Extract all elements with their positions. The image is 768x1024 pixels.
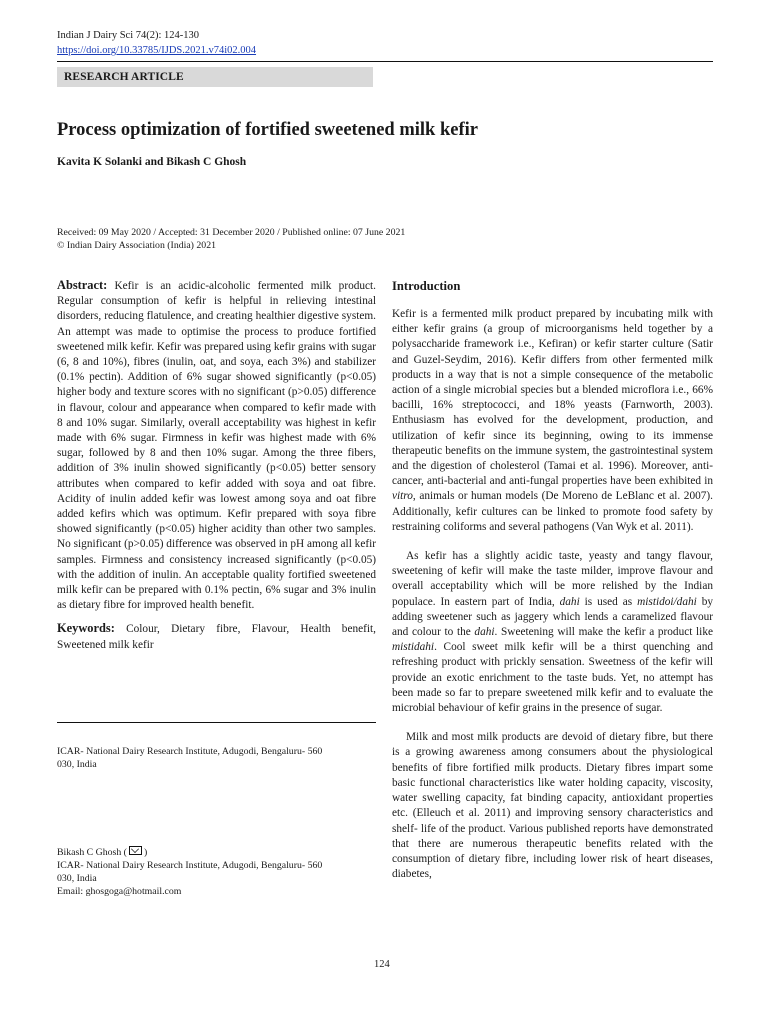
paper-title: Process optimization of fortified sweetened milk kefir — [57, 120, 478, 140]
text-run: is used as — [579, 595, 638, 608]
header-rule — [57, 61, 713, 62]
keywords — [57, 621, 376, 652]
keywords-text: Colour, Dietary fibre, Flavour, Health benefit, Sweetened milk kefir — [57, 623, 376, 651]
text-run: , animals or human models (De Moreno de LeBlanc et al. 2007). Additionally, kefir cultures can be linked to promote food safety by restraining coliforms and several pathogens (Van Wyk et al. 2011). — [392, 490, 713, 533]
copyright-line: © Indian Dairy Association (India) 2021 — [57, 240, 216, 251]
affiliation-line: ICAR- National Dairy Research Institute, Adugodi, Bengaluru- 560 — [57, 746, 323, 757]
abstract-text: Kefir is an acidic-alcoholic fermented milk product. Regular consumption of kefir is helpful in relieving intestinal disorders, reducing flatulence, and creating healthier digestive system. An attempt was made to optimise the process to produce fortified sweetened milk kefir. Kefir was prepared using kefir grains with sugar (6, 8 and 10%), fibres (inulin, oat, and soya, each 3%) and stabilizer (0.1% pectin). Addition of 6% sugar showed significantly (p<0.05) higher body and texture scores with no significant (p>0.05) difference in flavour, colour and appearance when compared to kefir made with 8 and 10% sugar. Similarly, overall acceptability was highest in kefir made with 6% sugar. Firmness in kefir was highest made with 6% sugar, followed by 8 and then 10% sugar. Among the three fibers, addition of 3% inulin showed significantly (p<0.05) better sensory attributes when compared to kefir added with soya and oat fibre. Acidity of inulin added kefir was lowest among soya and oat fibre added kefirs which was optimum. Kefir prepared with soya fibre showed significantly (p<0.05) higher acidity than other two samples. No significant (p>0.05) difference was observed in pH among all kefir samples. Firmness and consistency increased significantly (p<0.05) with the addition of inulin. An acceptable quality fortified sweetened milk kefir can be prepared with 0.1% pectin, 6% sugar and 3% inulin as dietary fibre for improved health benefit. — [57, 280, 377, 612]
text-run: . Cool sweet milk kefir will be a thirst quenching and refreshing product with prickly sensation. Sweetness of the kefir will provide an exotic enrichment to the taste buds. Yet, no attempt has been made so far to prepare sweetened milk kefir and to evaluate the microbial behaviour of kefir grains in the presence of sugar. — [392, 641, 713, 715]
text-run: . Sweetening will make the kefir a product like — [494, 626, 713, 639]
text-run: Kefir is a fermented milk product prepared by incubating milk with either kefir grains (a group of microorganisms held together by a polysaccharide framework i.e., Kefiran) or kefir starter culture (Satir and Guzel-Seydim, 2016). Kefir differs from other fermented milk products in a way that is not a simple consequence of the metabolic action of a single microbial species but a blended microflora i.e., 66% bacilli, 16% streptococci, and 18% yeasts (Farnworth, 2003). Enthusiasm has evolved for the development, production, and utilization of kefir since its beginning, owing to its immense therapeutic benefits on the immune system, the gastrointestinal system and the digestion of cholesterol (Tamai et al. 1996). Moreover, anti-cancer, anti-bacterial and anti-fungal properties have been exhibited in — [392, 308, 713, 488]
article-type-label: RESEARCH ARTICLE — [64, 71, 184, 83]
page-number: 124 — [374, 959, 390, 970]
author-list: Kavita K Solanki and Bikash C Ghosh — [57, 156, 247, 168]
publication-dates: Received: 09 May 2020 / Accepted: 31 December 2020 / Published online: 07 June 2021 — [57, 227, 406, 238]
doi-link[interactable]: https://doi.org/10.33785/IJDS.2021.v74i02.004 — [57, 45, 257, 56]
corresponding-name-line: Bikash C Ghosh ( ) — [57, 847, 148, 858]
abstract-label: Abstract: — [57, 278, 108, 292]
italic-term: mistidoi/dahi — [637, 595, 697, 608]
left-column — [57, 278, 376, 653]
right-column — [392, 278, 713, 896]
keywords-label: Keywords: — [57, 621, 115, 636]
italic-term: dahi — [559, 595, 580, 608]
introduction-heading: Introduction — [392, 279, 461, 293]
abstract — [57, 278, 376, 613]
introduction-paragraph-3: Milk and most milk products are devoid of dietary fibre, but there is a growing awareness among consumers about the physiological benefits of fibre fortified milk products. Dietary fibres impart some basic functional characteristics like water holding capacity, viscosity, water swelling capacity, fat binding capacity, antioxidant properties etc. (Elleuch et al. 2011) and improving sensory characteristics and shelf- life of the product. Various published reports have demonstrated that there are numerous therapeutic benefits related with the consumption of dietary fibre, including lower risk of heart diseases, diabetes, — [392, 731, 713, 881]
corresponding-name: Bikash C Ghosh — [57, 847, 122, 858]
text-run: As kefir has a slightly acidic taste, yeasty and tangy flavour, sweetening of kefir will make the taste milder, improve flavour and overall acceptability which will be more relished by the Indian populace. In eastern part of India, — [392, 550, 713, 608]
affiliation-line: 030, India — [57, 759, 97, 770]
italic-term: vitro — [392, 490, 413, 503]
corresponding-author — [57, 846, 376, 898]
corresponding-email[interactable]: Email: ghosgoga@hotmail.com — [57, 886, 182, 897]
text-run: by adding sweetener such as jaggery which lends a caramelized flavour and colour to the — [392, 595, 713, 639]
italic-term: mistidahi — [392, 641, 435, 654]
envelope-icon — [129, 846, 142, 855]
corresponding-affiliation-line: ICAR- National Dairy Research Institute, Adugodi, Bengaluru- 560 — [57, 860, 323, 871]
introduction-paragraph-1 — [392, 307, 713, 535]
introduction-paragraph-2 — [392, 549, 713, 716]
italic-term: dahi — [474, 626, 495, 639]
footnote-rule — [57, 722, 376, 723]
affiliation-first-author — [57, 745, 376, 771]
journal-citation: Indian J Dairy Sci 74(2): 124-130 — [57, 30, 200, 41]
corresponding-affiliation-line: 030, India — [57, 873, 97, 884]
